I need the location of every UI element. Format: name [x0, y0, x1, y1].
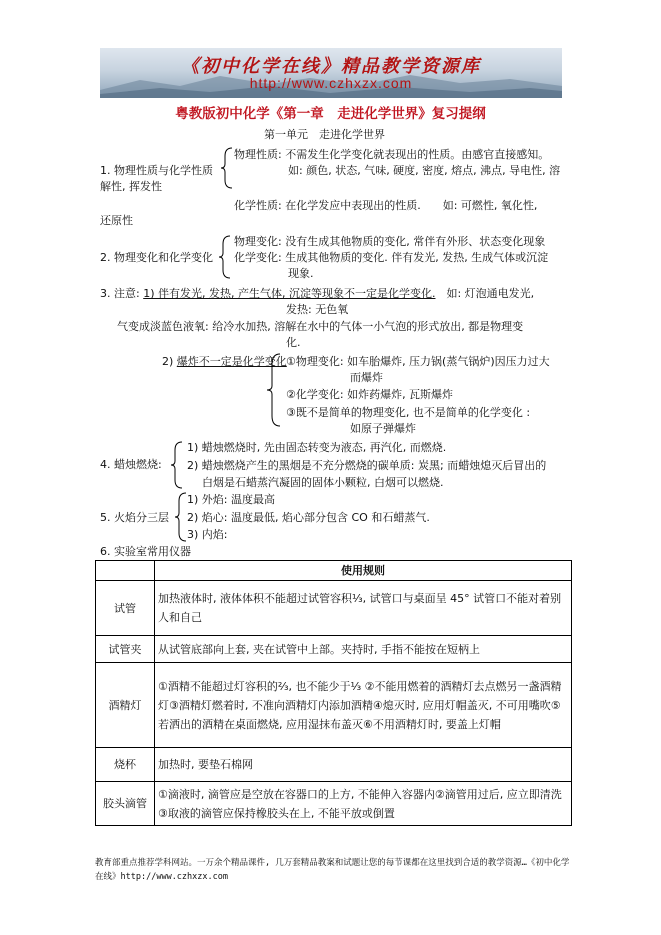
table-cell-rule: ①酒精不能超过灯容积的⅔, 也不能少于⅓ ②不能用燃着的酒精灯去点燃另一盏酒精灯③酒精灯燃着时, 不准向酒精灯内添加酒精④熄灭时, 应用灯帽盖灭, 不可用嘴吹⑤若洒出的酒精在桌面燃烧, 应用湿抹布盖灭⑥不用酒精灯时, 要盖上灯帽: [155, 663, 572, 748]
table-cell-rule: ①滴液时, 滴管应是空放在容器口的上方, 不能伸入容器内②滴管用过后, 应立即清洗③取液的滴管应保持橡胶头在上, 不能平放或倒置: [155, 782, 572, 826]
unit-heading: 第一单元 走进化学世界: [264, 128, 385, 141]
table-row: [96, 748, 572, 782]
header-banner: [100, 48, 562, 98]
footer-text: 教育部重点推荐学科网站。一万余个精品课件, 几万套精品教案和试题让您的每节课都在这里找到合适的教学资源…《初中化学在线》: [95, 858, 570, 882]
table-row: [96, 581, 572, 636]
table-header-cell: 使用规则: [155, 561, 572, 581]
banner-url[interactable]: http://www.czhxzx.com: [249, 75, 413, 91]
s5-inner-flame: 3) 内焰:: [187, 528, 228, 541]
s1-phys-def: 物理性质: 不需发生化学变化就表现出的性质。由感官直接感知。: [234, 148, 550, 161]
s3-line2: 发热: 无色氧: [286, 303, 349, 316]
s1-label-cont: 解性, 挥发性: [100, 180, 162, 193]
s1-chem-def: 化学性质: 在化学发应中表现出的性质. 如: 可燃性, 氧化性,: [234, 199, 538, 212]
table-cell-rule: 加热时, 要垫石棉网: [155, 748, 572, 782]
footer-url[interactable]: http://www.czhxzx.com: [120, 872, 228, 882]
banner-title: 《初中化学在线》精品教学资源库: [181, 56, 481, 77]
page-title: 粤教版初中化学《第一章 走进化学世界》复习提纲: [175, 106, 486, 122]
table-cell-name: 胶头滴管: [96, 782, 155, 826]
s3-explosion-chemical: ②化学变化: 如炸药爆炸, 瓦斯爆炸: [286, 388, 454, 401]
s3-explosion-neither: ③既不是简单的物理变化, 也不是简单的化学变化 :: [286, 406, 531, 419]
s3-note: [100, 287, 534, 301]
s3-note-underlined: 1) 伴有发光, 发热, 产生气体, 沉淀等现象不一定是化学变化.: [143, 287, 436, 300]
s6-label: 6. 实验室常用仪器: [100, 545, 191, 558]
s3-prefix: 3. 注意:: [100, 287, 144, 300]
s3-note-suffix: 如: 灯泡通电发光,: [435, 287, 535, 300]
s3-sub-prefix: 2): [162, 355, 177, 368]
s1-phys-examples: 如: 颜色, 状态, 气味, 硬度, 密度, 熔点, 沸点, 导电性, 溶: [288, 164, 561, 177]
s4-candle-3: 白烟是石蜡蒸汽凝固的固体小颗粒, 白烟可以燃烧.: [202, 476, 444, 489]
s4-candle-1: 1) 蜡烛燃烧时, 先由固态转变为液态, 再汽化, 而燃烧.: [187, 441, 447, 454]
s4-candle-2: 2) 蜡烛燃烧产生的黑烟是不充分燃烧的碳单质: 炭黑; 而蜡烛熄灭后冒出的: [187, 459, 547, 472]
s3-explosion-neither-cont: 如原子弹爆炸: [350, 422, 416, 435]
brace-icon: [220, 146, 234, 190]
s5-label: 5. 火焰分三层: [100, 511, 169, 524]
s3-line4: 化.: [286, 336, 301, 349]
s5-outer-flame: 1) 外焰: 温度最高: [187, 493, 275, 506]
s3-sub-underlined: 爆炸不一定是化学变化: [176, 355, 287, 368]
table-cell-rule: 从试管底部向上套, 夹在试管中上部。夹持时, 手指不能按在短柄上: [155, 636, 572, 663]
s2-chem-change: 化学变化: 生成其他物质的变化. 伴有发光, 发热, 生成气体或沉淀: [234, 251, 549, 264]
table-cell-name: 试管夹: [96, 636, 155, 663]
table-cell-name: 酒精灯: [96, 663, 155, 748]
s2-chem-change-cont: 现象.: [288, 267, 314, 280]
s1-label: 1. 物理性质与化学性质: [100, 164, 213, 177]
s5-flame-core: 2) 焰心: 温度最低, 焰心部分包含 CO 和石蜡蒸气.: [187, 511, 430, 524]
brace-icon: [174, 491, 188, 543]
brace-icon: [218, 234, 232, 280]
table-row: [96, 636, 572, 663]
table-header-row: [96, 561, 572, 581]
brace-icon: [170, 440, 184, 490]
table-cell-rule: 加热液体时, 液体体积不能超过试管容积⅓, 试管口与桌面呈 45° 试管口不能对着别人和自己: [155, 581, 572, 636]
footer-note: [95, 856, 575, 884]
s1-chem-cont: 还原性: [100, 214, 133, 227]
table-row: [96, 663, 572, 748]
table-cell-name: 烧杯: [96, 748, 155, 782]
s2-label: 2. 物理变化和化学变化: [100, 251, 213, 264]
s4-label: 4. 蜡烛燃烧:: [100, 458, 162, 471]
s2-phys-change: 物理变化: 没有生成其他物质的变化, 常伴有外形、状态变化现象: [234, 235, 546, 248]
table-cell-name: 试管: [96, 581, 155, 636]
instrument-rules-table: [95, 560, 572, 826]
s3-explosion-physical: ①物理变化: 如车胎爆炸, 压力锅(蒸气锅炉)因压力过大: [286, 355, 550, 368]
s3-line3: 气变成淡蓝色液氧: 给冷水加热, 溶解在水中的气体一小气泡的形式放出, 都是物理变: [117, 320, 524, 333]
brace-icon: [266, 352, 282, 428]
s3-explosion-physical-cont: 而爆炸: [350, 371, 383, 384]
table-row: [96, 782, 572, 826]
table-header-cell: [96, 561, 155, 581]
